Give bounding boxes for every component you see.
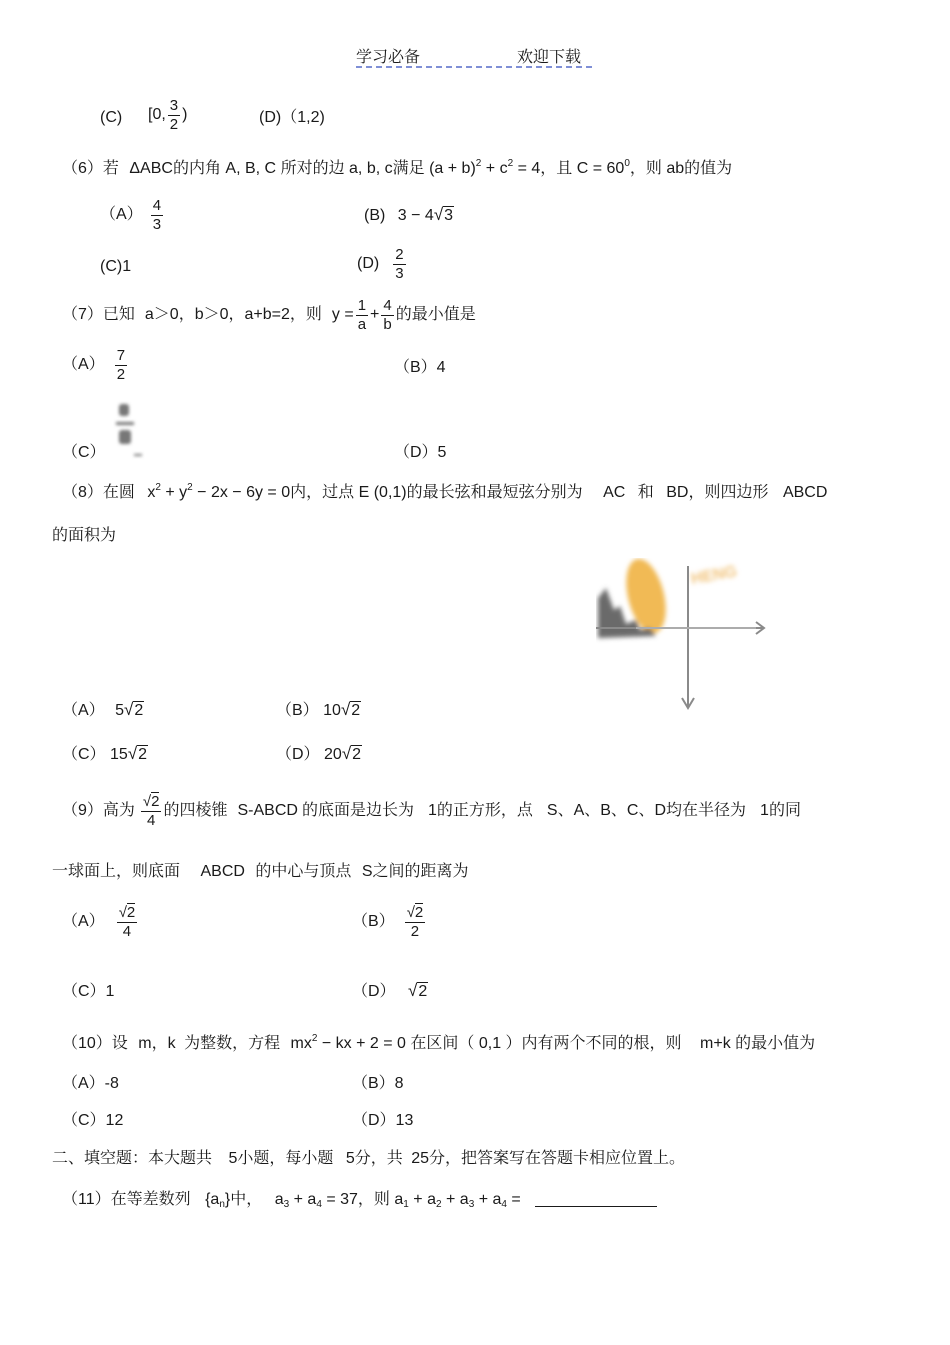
fraction: [168, 98, 180, 133]
plus: +: [370, 306, 380, 324]
option-value: 20: [324, 746, 342, 763]
header-right-text: 欢迎下载: [517, 49, 582, 66]
subscript: 3: [283, 1199, 290, 1210]
fraction: [393, 247, 405, 282]
stem-text: 均在半径为: [666, 802, 747, 820]
option-value: 3 − 4: [397, 207, 434, 224]
formula-part: + a: [289, 1191, 317, 1208]
question-number: （11）在等差数列: [62, 1191, 191, 1208]
q5-option-c-value: [148, 98, 187, 133]
chord-ac: AC: [603, 484, 626, 501]
section-count: 5: [228, 1150, 238, 1167]
sqrt: √2: [127, 744, 148, 763]
q9-stem: [62, 794, 801, 829]
formula-part: = 4: [513, 160, 541, 177]
q7-stem: [62, 298, 476, 333]
q7-option-a: [62, 348, 129, 383]
equation: [291, 1035, 406, 1052]
q6-option-c: [100, 259, 131, 275]
stem-text: a＞0，b＞0，a+b=2，则: [144, 306, 322, 324]
numerator: 1: [357, 297, 367, 314]
triangle: ΔABC: [129, 160, 173, 177]
formula-part: }: [224, 1191, 231, 1208]
q6-option-a: [100, 198, 165, 233]
denominator: 2: [116, 365, 126, 383]
q9-option-d: [352, 982, 428, 1000]
exponent: 2: [475, 158, 482, 169]
sequence: [205, 1191, 230, 1208]
numerator: √2: [118, 904, 136, 921]
stem-text: 内，过点: [290, 484, 355, 501]
stem-text: 的最小值为: [735, 1035, 816, 1052]
q6-option-d: [357, 247, 408, 282]
pyramid-name: S-ABCD: [237, 802, 298, 820]
q10-option-a: [62, 1076, 119, 1092]
q8-option-b: [276, 701, 361, 719]
formula-part: − kx + 2 = 0: [317, 1035, 406, 1052]
subscript: n: [219, 1199, 225, 1210]
option-label: (D): [357, 255, 380, 273]
stem-text: 中，: [230, 1191, 263, 1208]
subscript: 2: [435, 1199, 442, 1210]
exponent: 2: [507, 158, 514, 169]
answer-blank[interactable]: [535, 1192, 657, 1207]
q6-option-b: [364, 206, 454, 224]
option-value: 5: [115, 702, 125, 719]
numerator: √2: [142, 793, 160, 810]
denominator: 4: [122, 922, 132, 940]
section-2-heading: [52, 1151, 685, 1167]
denominator: 2: [410, 922, 420, 940]
denominator: 3: [395, 264, 404, 282]
formula-part: = 37: [321, 1191, 358, 1208]
formula-part: + y: [160, 484, 188, 501]
formula-part: mx: [290, 1035, 312, 1052]
stem-text: 所对的边: [280, 160, 345, 177]
variables: m，k: [138, 1035, 176, 1052]
watermark-figure: [596, 558, 772, 718]
stem-text: 为整数，方程: [184, 1035, 281, 1052]
q5-option-c: [100, 110, 122, 126]
angles: A, B, C: [225, 160, 277, 177]
option-label: （A）: [100, 206, 143, 224]
formula-part: − 2x − 6y = 0: [192, 484, 291, 501]
formula-part: a: [394, 1191, 404, 1208]
stem-text: 的底面是边长为: [301, 802, 414, 820]
option-label: （C）: [62, 746, 106, 763]
formula-part: a: [274, 1191, 284, 1208]
fraction: [381, 298, 393, 333]
stem-text: 的面积为: [52, 527, 117, 544]
radicand: 3: [444, 207, 454, 224]
stem-text: ）内有两个不同的根，则: [505, 1035, 682, 1052]
stem-text: 满足: [392, 160, 425, 177]
numerator: 2: [395, 246, 404, 263]
option-value: 15: [110, 746, 128, 763]
q9-option-a: [62, 905, 139, 940]
fraction: [151, 198, 163, 233]
numerator: √2: [406, 904, 424, 921]
q10-option-d: [352, 1113, 413, 1129]
radicand: 2: [138, 746, 148, 763]
interval-close: ): [182, 106, 188, 124]
subscript: 4: [501, 1199, 507, 1210]
point-e: E (0,1): [358, 484, 407, 501]
sqrt: √2: [340, 700, 361, 719]
option-label: （B）: [276, 702, 319, 719]
exponent: 2: [311, 1033, 318, 1044]
points: S、A、B、C、D: [546, 802, 667, 820]
formula-part: + c: [481, 160, 508, 177]
stem-text: 之间的距离为: [372, 863, 469, 880]
q10-stem: [62, 1034, 815, 1052]
stem-text: 和: [637, 484, 654, 501]
denominator: a: [357, 315, 367, 333]
option-label: （D）13: [352, 1112, 414, 1129]
fraction: [141, 794, 162, 829]
q11-stem: [62, 1192, 657, 1210]
option-label: （C）1: [62, 983, 115, 1000]
option-label: （B）: [352, 913, 395, 931]
stem-text: 的值为: [684, 160, 733, 177]
radius: 1: [760, 802, 769, 820]
subscript: 1: [403, 1199, 409, 1210]
option-label: （B）4: [394, 359, 446, 376]
sides: a, b, c: [349, 160, 393, 177]
blurred-formula-image: [110, 398, 150, 460]
interval: 0,1: [478, 1035, 502, 1052]
option-label: (C)1: [100, 258, 132, 275]
sqrt: √2: [341, 744, 362, 763]
radicand: 2: [151, 793, 160, 810]
section-text: 分，共: [354, 1150, 403, 1167]
denominator: 3: [152, 215, 162, 233]
fraction: [117, 905, 138, 940]
stem-text: 在区间（: [410, 1035, 475, 1052]
radicand: 2: [352, 746, 362, 763]
formula-part: {a: [205, 1191, 220, 1208]
stem-text: 的四棱锥: [163, 802, 228, 820]
option-label: （A）-8: [62, 1075, 119, 1092]
option-value: 10: [323, 702, 341, 719]
condition-formula: [429, 160, 540, 177]
question-number: （8）在圆: [62, 484, 135, 501]
stem-text: ，则四边形: [688, 484, 769, 501]
vertex-s: S: [361, 863, 373, 880]
q9-option-b: [352, 905, 427, 940]
sqrt: √2: [124, 700, 144, 719]
option-label: (C): [100, 109, 123, 126]
section-text: 小题，每小题: [237, 1150, 334, 1167]
question-number: （6）若: [62, 160, 119, 177]
option-label: （D）: [276, 746, 320, 763]
option-label: (D): [259, 109, 282, 126]
option-label: （B）8: [352, 1075, 404, 1092]
option-label: (B): [364, 207, 386, 224]
numerator: 3: [169, 97, 179, 114]
q10-option-b: [352, 1076, 404, 1092]
option-label: （A）: [62, 356, 105, 374]
option-label: （C）: [62, 444, 106, 461]
q10-option-c: [62, 1113, 123, 1129]
denominator: 4: [147, 811, 156, 829]
chord-bd: BD: [666, 484, 689, 501]
radicand: 2: [126, 904, 136, 921]
formula-part: (a + b): [429, 160, 476, 177]
question-number: （10）设: [62, 1035, 128, 1052]
stem-text: ，则: [357, 1191, 390, 1208]
exponent: 2: [187, 482, 193, 493]
q9-option-c: [62, 984, 114, 1000]
formula-part: y =: [331, 306, 354, 324]
q6-stem: [62, 159, 732, 177]
condition-formula: [275, 1191, 358, 1208]
option-label: （D）: [352, 983, 396, 1000]
section-points: 5: [345, 1150, 355, 1167]
question-number: （7）已知: [62, 306, 135, 324]
radicand: 2: [351, 702, 361, 719]
circle-equation: [147, 484, 290, 501]
stem-text: 的最小值是: [395, 306, 476, 324]
stem-text: 一球面上，则底面: [52, 863, 181, 880]
q9-stem-line2: [52, 864, 469, 880]
numerator: 4: [383, 297, 392, 314]
q8-option-d: [276, 745, 362, 763]
formula-part: x: [147, 484, 156, 501]
sqrt: √3: [433, 205, 454, 224]
stem-text: 的同: [768, 802, 801, 820]
exponent: 2: [155, 482, 161, 493]
sum-formula: [394, 1191, 520, 1208]
radicand: 2: [414, 904, 424, 921]
formula-part: + a: [441, 1191, 469, 1208]
fraction: [405, 905, 426, 940]
side-length: 1: [427, 802, 437, 820]
section-text: 分，把答案写在答题卡相应位置上。: [429, 1150, 686, 1167]
base-name: ABCD: [200, 863, 245, 880]
q5-option-d: [259, 110, 325, 126]
page-header: [356, 44, 592, 68]
stem-text: 的内角: [172, 160, 221, 177]
section-total: 25: [411, 1150, 430, 1167]
q7-option-b: [394, 360, 446, 376]
q8-option-c: [62, 745, 148, 763]
numerator: 7: [116, 347, 126, 364]
m-plus-k: m+k: [700, 1035, 731, 1052]
svg-text:HENG: HENG: [689, 563, 739, 588]
angle-c: C = 60: [576, 160, 625, 177]
numerator: 4: [152, 197, 162, 214]
stem-text: 的中心与顶点: [255, 863, 352, 880]
q7-option-d: [394, 445, 446, 461]
question-number: （9）高为: [62, 802, 135, 820]
formula-part: =: [506, 1191, 521, 1208]
formula-part: + a: [474, 1191, 502, 1208]
option-label: （A）: [62, 702, 105, 719]
sqrt: √2: [408, 981, 428, 1000]
q7-option-c: [62, 445, 106, 461]
radicand: 2: [418, 983, 428, 1000]
section-text: 二、填空题：本大题共: [52, 1150, 213, 1167]
subscript: 3: [468, 1199, 475, 1210]
denominator: 2: [169, 115, 179, 133]
denominator: b: [383, 315, 392, 333]
header-left-text: 学习必备: [356, 49, 421, 66]
radicand: 2: [134, 702, 144, 719]
option-value: （1,2): [281, 109, 325, 126]
stem-text: ，且: [540, 160, 573, 177]
stem-text: 的正方形，点: [436, 802, 533, 820]
fraction: [115, 348, 127, 383]
ab: ab: [666, 160, 685, 177]
option-label: （A）: [62, 913, 105, 931]
degree: 0: [624, 158, 630, 169]
quadrilateral: ABCD: [782, 484, 828, 501]
formula-part: + a: [408, 1191, 436, 1208]
fraction: [356, 298, 368, 333]
q8-option-a: [62, 701, 144, 719]
q8-stem-line2: [52, 528, 116, 544]
option-label: （D）5: [394, 444, 447, 461]
q8-stem: [62, 483, 827, 501]
interval-open: [0,: [148, 106, 166, 124]
stem-text: ，则: [629, 160, 662, 177]
stem-text: 的最长弦和最短弦分别为: [406, 484, 583, 501]
option-label: （C）12: [62, 1112, 124, 1129]
subscript: 4: [316, 1199, 322, 1210]
